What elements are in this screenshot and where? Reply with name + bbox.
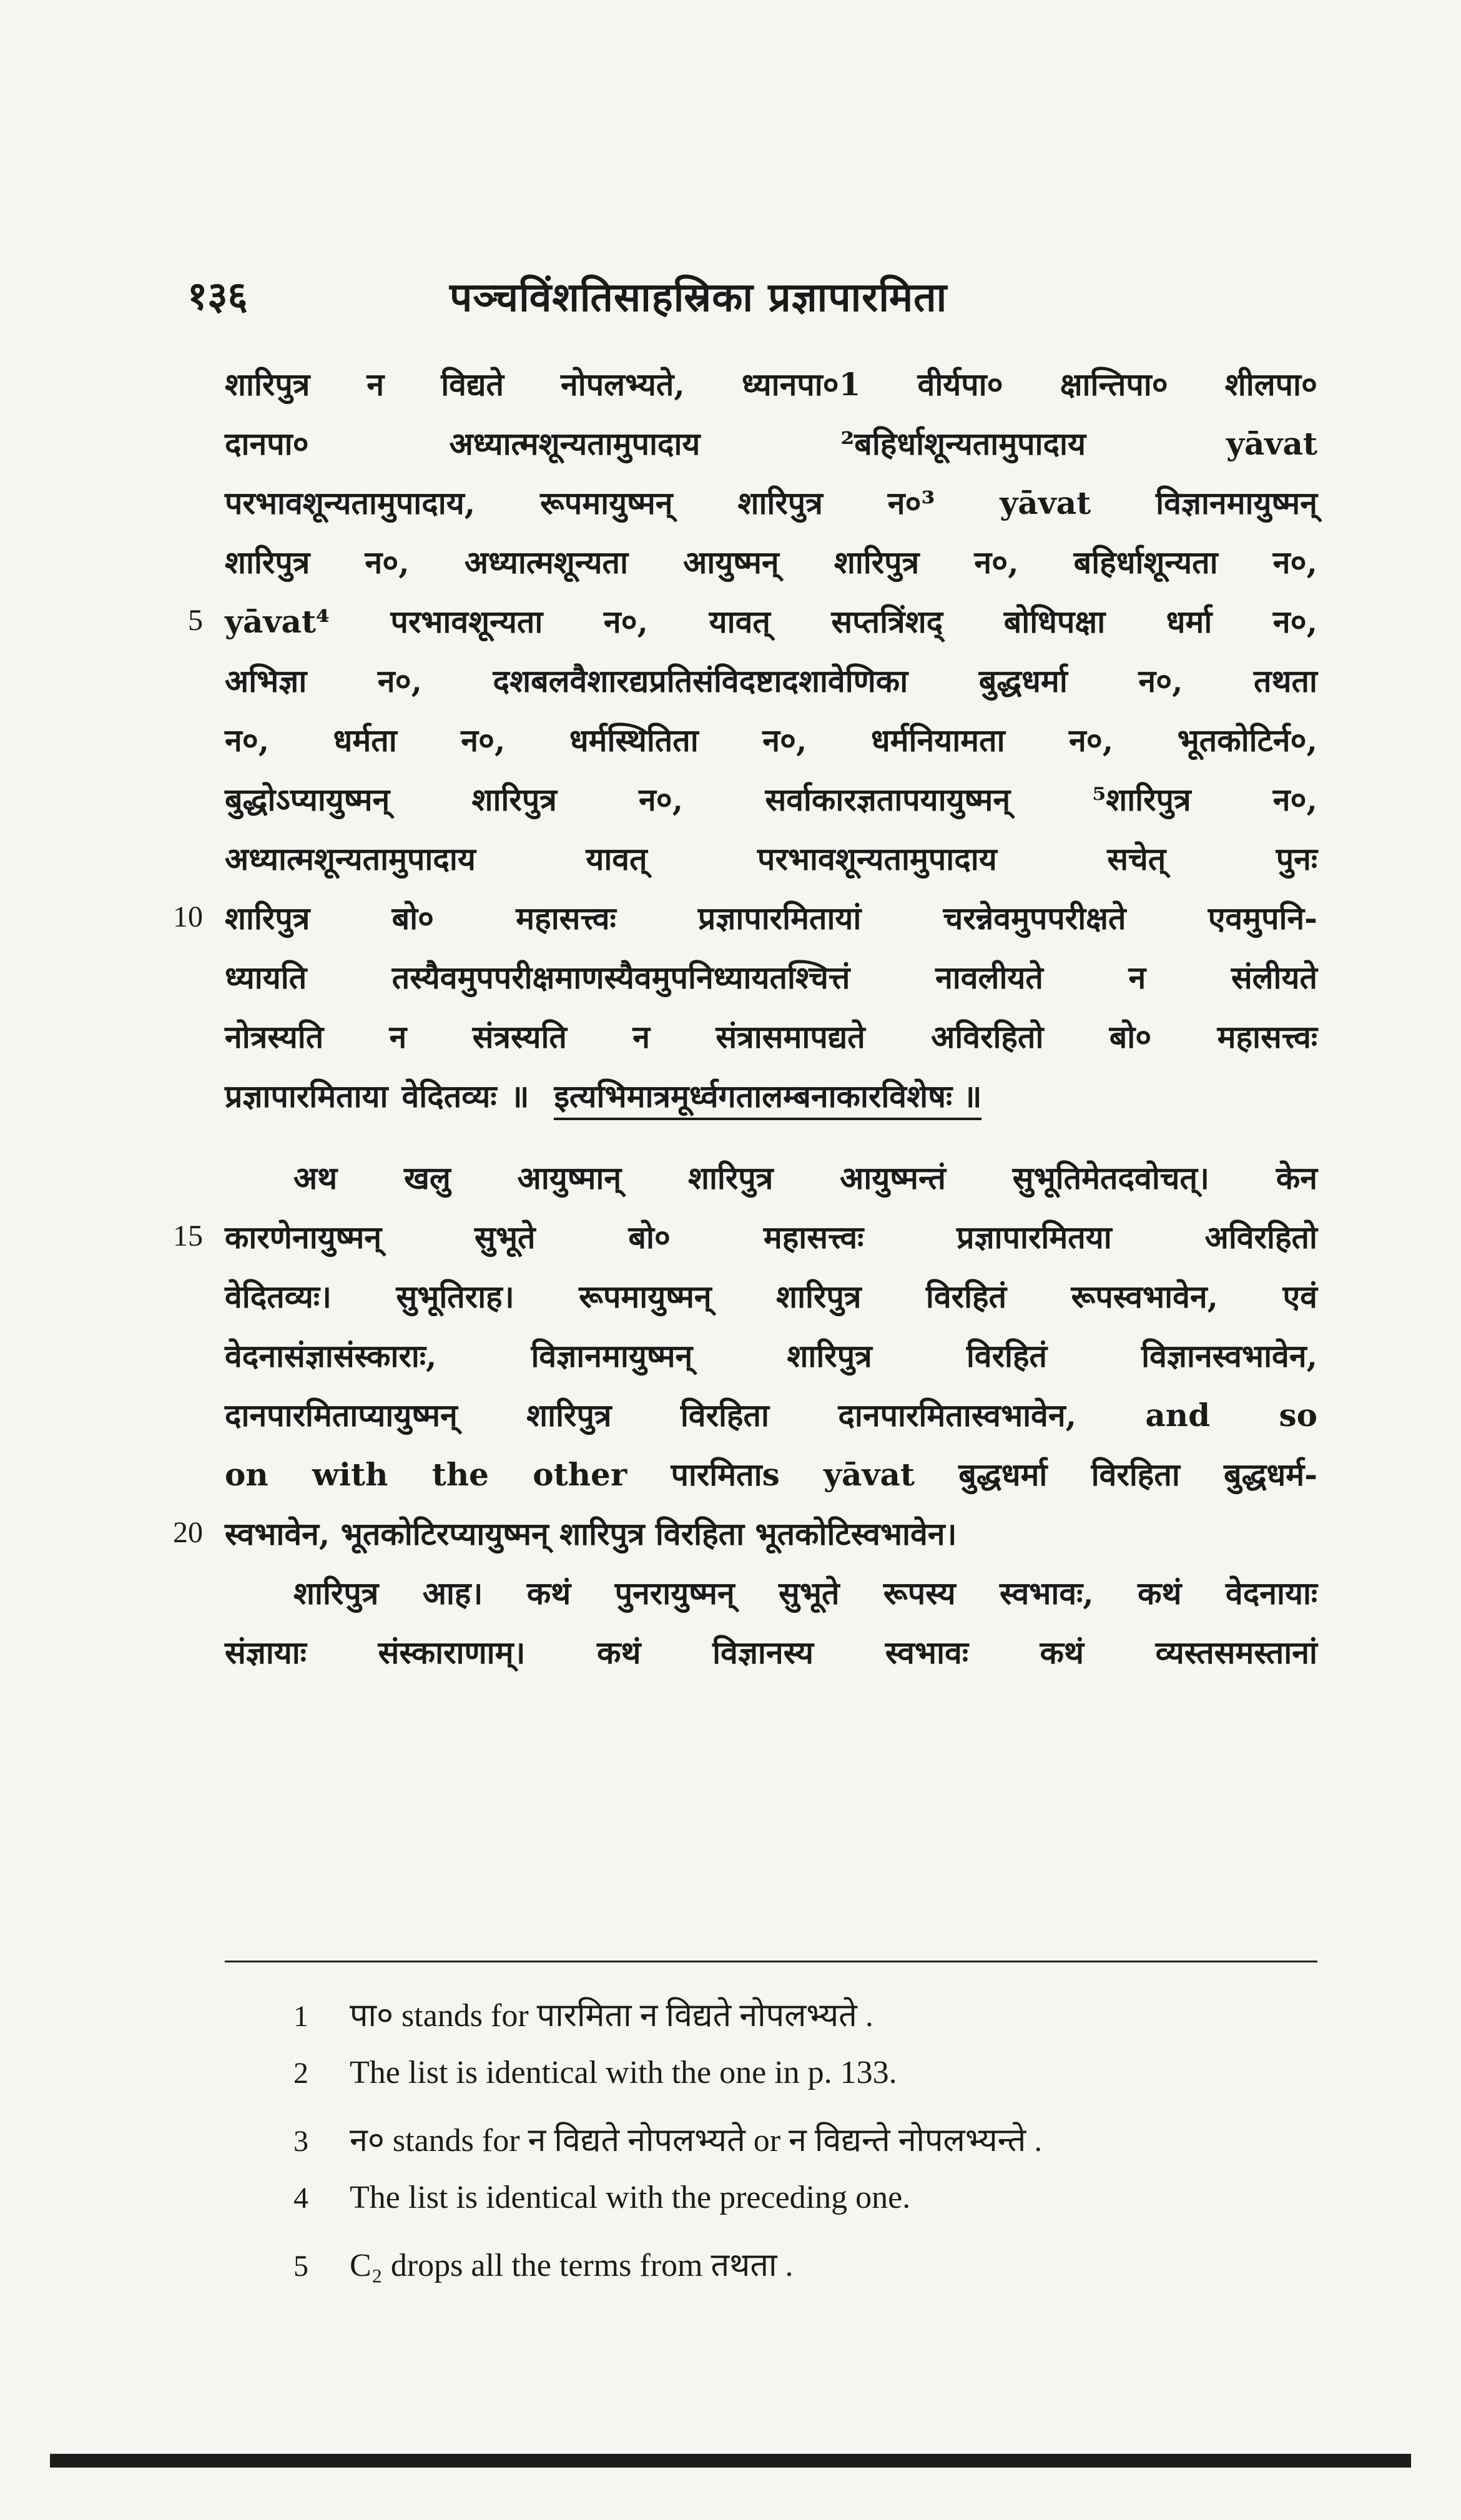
page-bottom-edge xyxy=(50,2454,1411,2468)
word: yāvat xyxy=(1000,485,1091,521)
word: परभावशून्यतामुपादाय, xyxy=(225,485,476,521)
word: ⁵शारिपुत्र xyxy=(1092,781,1191,818)
word: वीर्यपा० xyxy=(917,366,1003,403)
footnote xyxy=(293,2242,1292,2304)
word: न०, xyxy=(225,722,270,759)
text-line xyxy=(225,421,1317,481)
word: न०, xyxy=(603,603,649,640)
word: न०, xyxy=(1069,722,1114,759)
word: बो० xyxy=(1109,1018,1152,1055)
word: yāvat⁴ xyxy=(225,603,330,640)
word: शारिपुत्र xyxy=(787,1337,872,1374)
word: पारमिताs xyxy=(671,1456,780,1493)
word: न०, xyxy=(461,722,506,759)
line-number: 15 xyxy=(173,1219,203,1253)
word: शारिपुत्र xyxy=(776,1278,862,1315)
word: कथं xyxy=(1040,1634,1084,1671)
word: विरहितं xyxy=(966,1337,1048,1374)
footnote xyxy=(293,2117,1292,2179)
word: एवमुपनि- xyxy=(1208,900,1317,937)
footnote-text: C₂ drops all the terms from तथता . xyxy=(350,2248,794,2283)
word: केन xyxy=(1276,1159,1317,1196)
word: रूपमायुष्मन् xyxy=(579,1278,712,1315)
footnote xyxy=(293,1992,1292,2054)
text-line xyxy=(225,1334,1317,1393)
word: नोत्रस्यति xyxy=(225,1018,324,1055)
word: न०, xyxy=(1272,544,1317,581)
word: न xyxy=(366,366,385,403)
word: विज्ञानमायुष्मन् xyxy=(531,1337,693,1374)
word: अथ xyxy=(293,1159,338,1196)
word: बुद्धधर्मा xyxy=(958,1456,1048,1493)
footnotes xyxy=(293,1992,1292,2304)
word: एवं xyxy=(1282,1278,1317,1315)
word: धर्मा xyxy=(1166,603,1213,640)
word: संज्ञायाः xyxy=(225,1634,307,1671)
word: धर्मनियामता xyxy=(870,722,1005,759)
word: रूपमायुष्मन् xyxy=(540,485,673,521)
text-line xyxy=(225,1074,1317,1133)
word: सुभूते xyxy=(475,1219,536,1256)
word: वेदनायाः xyxy=(1225,1575,1317,1612)
text-line xyxy=(225,837,1317,896)
word: वेदितव्यः xyxy=(401,1078,497,1115)
page-number: १३६ xyxy=(187,273,248,318)
word: other xyxy=(533,1456,627,1493)
word: शारिपुत्र xyxy=(687,1159,774,1196)
word: परभावशून्यता xyxy=(390,603,543,640)
word: शारिपुत्र xyxy=(293,1575,379,1612)
page-header xyxy=(187,268,1336,337)
word: स्वभावः xyxy=(885,1634,968,1671)
section-colophon: इत्यभिमात्रमूर्ध्वगतालम्बनाकारविशेषः ॥ xyxy=(554,1074,981,1120)
text-line xyxy=(225,1015,1317,1074)
word: न०, xyxy=(1138,662,1183,699)
word: ॥ xyxy=(510,1078,529,1115)
word: धर्मता xyxy=(333,722,397,759)
word: संलीयते xyxy=(1231,959,1317,996)
word: व्यस्तसमस्तानां xyxy=(1155,1634,1317,1671)
word: न०, xyxy=(639,781,684,818)
paragraph-gap xyxy=(225,1133,1317,1156)
footnote-number: 2 xyxy=(293,2057,308,2090)
word: विज्ञानस्य xyxy=(712,1634,814,1671)
word: अध्यात्मशून्यता xyxy=(464,544,628,581)
word: परभावशून्यतामुपादाय xyxy=(757,840,997,877)
word: न०, xyxy=(365,544,410,581)
text-line xyxy=(225,1452,1317,1512)
word: कारणेनायुष्मन् xyxy=(225,1219,382,1256)
word: कथं xyxy=(1138,1575,1182,1612)
footnote-divider xyxy=(225,1961,1317,1962)
word: अविरहितो xyxy=(931,1018,1044,1055)
word: तस्यैवमुपपरीक्षमाणस्यैवमुपनिध्यायतश्चित्तं xyxy=(391,959,850,996)
word: आयुष्मन् xyxy=(683,544,779,581)
word: आयुष्मान् xyxy=(517,1159,622,1196)
text-line xyxy=(225,540,1317,599)
word: शारिपुत्र xyxy=(471,781,557,818)
line-number: 20 xyxy=(173,1516,203,1549)
word: प्रज्ञापारमितायां xyxy=(697,900,862,937)
word: शारिपुत्र xyxy=(225,900,310,937)
text-line xyxy=(225,955,1317,1015)
word: सुभूते xyxy=(779,1575,840,1612)
text-line xyxy=(225,1630,1317,1690)
line-number: 10 xyxy=(173,900,203,933)
footnote-text: न० stands for न विद्यते नोपलभ्यते or न विद्यन्ते नोपलभ्यन्ते . xyxy=(350,2123,1043,2158)
word: विद्यते xyxy=(441,366,504,403)
word: न xyxy=(389,1018,407,1055)
word: शारिपुत्र xyxy=(225,366,310,403)
word: दानपा० xyxy=(225,425,309,462)
word: yāvat xyxy=(1226,425,1317,462)
word: यावत् xyxy=(586,840,647,877)
word: and xyxy=(1145,1397,1211,1434)
word: दानपारमितास्वभावेन, xyxy=(838,1397,1077,1434)
word: बुद्धधर्म- xyxy=(1224,1456,1317,1493)
word: विज्ञानमायुष्मन् xyxy=(1156,485,1317,521)
word: प्रज्ञापारमिताया xyxy=(225,1078,388,1115)
word: शारिपुत्र xyxy=(834,544,920,581)
word: सुभूतिमेतदवोचत्। xyxy=(1012,1159,1209,1196)
word: भूतकोटिर्न०, xyxy=(1177,722,1317,759)
word: सचेत् xyxy=(1107,840,1166,877)
word: on xyxy=(225,1456,268,1493)
word: महासत्त्वः xyxy=(516,900,616,937)
word: पुनरायुष्मन् xyxy=(614,1575,735,1612)
word: संत्रस्यति xyxy=(472,1018,567,1055)
running-title: पञ्चविंशतिसाहस्रिका प्रज्ञापारमिता xyxy=(450,274,948,321)
word: न०, xyxy=(377,662,423,699)
word: शारिपुत्र xyxy=(737,485,823,521)
text-line xyxy=(173,896,1317,955)
word: विरहिता xyxy=(1091,1456,1180,1493)
word: वेदनासंज्ञासंस्काराः, xyxy=(225,1337,437,1374)
text-line xyxy=(173,1512,1317,1571)
text-line xyxy=(225,718,1317,777)
word: आयुष्मन्तं xyxy=(840,1159,946,1196)
text-line xyxy=(225,1274,1317,1334)
word: बो० xyxy=(628,1219,671,1256)
word: अभिज्ञा xyxy=(225,662,307,699)
word: शारिपुत्र xyxy=(225,544,310,581)
word: यावत् xyxy=(709,603,770,640)
footnote xyxy=(293,2179,1292,2242)
word: पुनः xyxy=(1276,840,1317,877)
word: दशबलवैशारद्यप्रतिसंविदष्टादशावेणिका xyxy=(493,662,908,699)
footnote-text: The list is identical with the one in p. 133. xyxy=(350,2055,897,2090)
word: क्षान्तिपा० xyxy=(1060,366,1168,403)
word: आह। xyxy=(422,1575,483,1612)
word: अध्यात्मशून्यतामुपादाय xyxy=(449,425,701,462)
word: बहिर्धाशून्यता xyxy=(1073,544,1218,581)
word: संत्रासमापद्यते xyxy=(716,1018,865,1055)
word: विरहितं xyxy=(925,1278,1007,1315)
footnote-number: 4 xyxy=(293,2182,308,2215)
text-line xyxy=(225,1156,1317,1215)
word: सप्तत्रिंशद् xyxy=(831,603,943,640)
word: बुद्धधर्मा xyxy=(978,662,1068,699)
word: न xyxy=(1128,959,1146,996)
word: कथं xyxy=(526,1575,571,1612)
word: रूपस्वभावेन, xyxy=(1071,1278,1219,1315)
text-line xyxy=(225,481,1317,540)
word: बो० xyxy=(391,900,435,937)
footnote xyxy=(293,2054,1292,2117)
footnote-number: 1 xyxy=(293,2000,308,2033)
text-block-2 xyxy=(173,1156,1317,1690)
word: शारिपुत्र xyxy=(526,1397,612,1434)
word: ध्यानपा०1 xyxy=(741,366,861,403)
footnote-number: 5 xyxy=(293,2250,308,2283)
footnote-number: 3 xyxy=(293,2125,308,2158)
word: ²बहिर्धाशून्यतामुपादाय xyxy=(840,425,1086,462)
text-line xyxy=(173,1215,1317,1274)
word: विज्ञानस्वभावेन, xyxy=(1141,1337,1317,1374)
word: न xyxy=(632,1018,650,1055)
word: स्वभावः, xyxy=(1000,1575,1094,1612)
word: so xyxy=(1279,1397,1317,1434)
text-line xyxy=(225,777,1317,837)
word: बुद्धोऽप्यायुष्मन् xyxy=(225,781,390,818)
footnote-text: The list is identical with the preceding one. xyxy=(350,2180,911,2215)
word: अविरहितो xyxy=(1204,1219,1317,1256)
word: with xyxy=(312,1456,388,1493)
word: सुभूतिराह। xyxy=(396,1278,514,1315)
line-text: स्वभावेन, भूतकोटिरप्यायुष्मन् शारिपुत्र विरहिता भूतकोटिस्वभावेन। xyxy=(225,1515,957,1552)
text-line xyxy=(225,1571,1317,1630)
word: महासत्त्वः xyxy=(763,1219,864,1256)
word: न०³ xyxy=(887,485,935,521)
word: संस्काराणाम्। xyxy=(378,1634,526,1671)
word: शीलपा० xyxy=(1224,366,1317,403)
word: न०, xyxy=(1272,603,1317,640)
word: न०, xyxy=(974,544,1019,581)
text-line xyxy=(225,659,1317,718)
word: yāvat xyxy=(823,1456,915,1493)
line-number: 5 xyxy=(188,604,203,637)
word: बोधिपक्षा xyxy=(1003,603,1106,640)
word: कथं xyxy=(597,1634,641,1671)
word: दानपारमिताप्यायुष्मन् xyxy=(225,1397,458,1434)
word: न०, xyxy=(762,722,807,759)
word: विरहिता xyxy=(680,1397,770,1434)
text-block-1 xyxy=(173,362,1317,1133)
word: प्रज्ञापारमितया xyxy=(957,1219,1112,1256)
word: महासत्त्वः xyxy=(1217,1018,1317,1055)
main-text xyxy=(173,362,1317,1690)
word: नावलीयते xyxy=(935,959,1043,996)
word: ध्यायति xyxy=(225,959,307,996)
word: धर्मस्थितिता xyxy=(569,722,699,759)
word: वेदितव्यः। xyxy=(225,1278,332,1315)
text-line xyxy=(225,362,1317,421)
word: नोपलभ्यते, xyxy=(561,366,685,403)
word: न०, xyxy=(1272,781,1317,818)
word: सर्वाकारज्ञतापयायुष्मन् xyxy=(765,781,1011,818)
word: खलु xyxy=(403,1159,451,1196)
footnote-text: पा० stands for पारमिता न विद्यते नोपलभ्यते . xyxy=(350,1998,873,2034)
text-line xyxy=(225,1393,1317,1452)
text-line xyxy=(188,599,1317,659)
word: अध्यात्मशून्यतामुपादाय xyxy=(225,840,476,877)
word: तथता xyxy=(1254,662,1317,699)
word: चरन्नेवमुपपरीक्षते xyxy=(943,900,1126,937)
word: the xyxy=(431,1456,489,1493)
word: रूपस्य xyxy=(883,1575,956,1612)
